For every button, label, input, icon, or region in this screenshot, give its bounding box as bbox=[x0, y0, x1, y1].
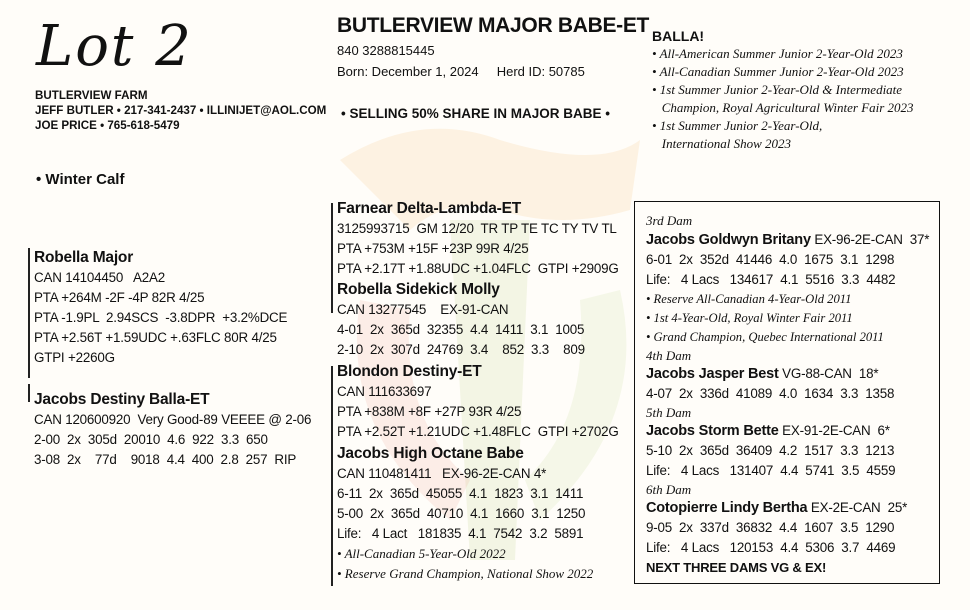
sire-line: PTA +264M -2F -4P 82R 4/25 bbox=[34, 290, 205, 305]
sire-block bbox=[34, 247, 287, 368]
third-dam-line: Life: 4 Lacs 134617 4.1 5516 3.3 4482 bbox=[646, 272, 896, 287]
pedigree-bracket bbox=[28, 248, 30, 378]
fifth-dam-classification: EX-91-2E-CAN 6* bbox=[778, 423, 890, 438]
sire-sire-line: PTA +753M +15F +23P 99R 4/25 bbox=[337, 241, 529, 256]
dam-sire-line: PTA +838M +8F +27P 93R 4/25 bbox=[337, 404, 522, 419]
fifth-dam-line: Life: 4 Lacs 131407 4.4 5741 3.5 4559 bbox=[646, 463, 896, 478]
dam-dam-award: • Reserve Grand Champion, National Show 2022 bbox=[337, 566, 594, 581]
dam-dam-award: • All-Canadian 5-Year-Old 2022 bbox=[337, 546, 506, 561]
sire-sire-line: PTA +2.17T +1.88UDC +1.04FLC GTPI +2909G bbox=[337, 261, 619, 276]
dam-line: 2-00 2x 305d 20010 4.6 922 3.3 650 bbox=[34, 432, 268, 447]
award-item: • 1st Summer Junior 2-Year-Old, bbox=[652, 118, 823, 133]
dam-sire-name: Blondon Destiny-ET bbox=[337, 363, 482, 380]
balla-title: BALLA! bbox=[652, 28, 705, 44]
sire-dam-line: CAN 13277545 EX-91-CAN bbox=[337, 302, 509, 317]
consigner-contact bbox=[35, 88, 326, 133]
contact-line-2: JOE PRICE • 765-618-5479 bbox=[35, 119, 180, 132]
animal-name: BUTLERVIEW MAJOR BABE-ET bbox=[337, 14, 650, 37]
pedigree-bracket bbox=[331, 366, 333, 586]
sixth-dam-name: Cotopierre Lindy Bertha bbox=[646, 500, 808, 516]
pedigree-bracket bbox=[28, 384, 30, 402]
award-item: Champion, Royal Agricultural Winter Fair 2023 bbox=[652, 100, 914, 115]
dam-block bbox=[34, 389, 311, 470]
sire-dam-name: Robella Sidekick Molly bbox=[337, 281, 500, 298]
sire-dam-line: 2-10 2x 307d 24769 3.4 852 3.3 809 bbox=[337, 342, 585, 357]
sire-line: CAN 14104450 A2A2 bbox=[34, 270, 165, 285]
birth-herd-id: Born: December 1, 2024 Herd ID: 50785 bbox=[337, 64, 585, 79]
animal-info bbox=[337, 40, 585, 82]
sire-line: GTPI +2260G bbox=[34, 350, 115, 365]
fifth-dam-line: 5-10 2x 365d 36409 4.2 1517 3.3 1213 bbox=[646, 443, 895, 458]
dam-dam-line: Life: 4 Lact 181835 4.1 7542 3.2 5891 bbox=[337, 526, 584, 541]
dam-dam-line: 6-11 2x 365d 45055 4.1 1823 3.1 1411 bbox=[337, 486, 584, 501]
sire-sire-line: 3125993715 GM 12/20 TR TP TE TC TY TV TL bbox=[337, 221, 617, 236]
dam-sire-block bbox=[337, 361, 619, 442]
fourth-dam-line: 4-07 2x 336d 41089 4.0 1634 3.3 1358 bbox=[646, 386, 895, 401]
maternal-line-content bbox=[646, 211, 929, 578]
fifth-dam-label: 5th Dam bbox=[646, 405, 692, 420]
sire-dam-line: 4-01 2x 365d 32355 4.4 1411 3.1 1005 bbox=[337, 322, 585, 337]
maternal-line-footer: NEXT THREE DAMS VG & EX! bbox=[646, 560, 827, 575]
dam-sire-line: CAN 111633697 bbox=[337, 384, 432, 399]
dam-dam-line: 5-00 2x 365d 40710 4.1 1660 3.1 1250 bbox=[337, 506, 586, 521]
award-item: • 1st Summer Junior 2-Year-Old & Intermediate bbox=[652, 82, 903, 97]
fourth-dam-name: Jacobs Jasper Best bbox=[646, 366, 779, 382]
dam-line: 3-08 2x 77d 9018 4.4 400 2.8 257 RIP bbox=[34, 452, 297, 467]
lot-title: Lot 2 bbox=[36, 14, 193, 79]
award-item: • All-Canadian Summer Junior 2-Year-Old 2023 bbox=[652, 64, 904, 79]
third-dam-heading bbox=[646, 230, 929, 250]
award-item: International Show 2023 bbox=[652, 136, 792, 151]
contact-line-1: JEFF BUTLER • 217-341-2437 • ILLINIJET@AOL.COM bbox=[35, 104, 327, 117]
sire-line: PTA -1.9PL 2.94SCS -3.8DPR +3.2%DCE bbox=[34, 310, 288, 325]
sire-line: PTA +2.56T +1.59UDC +.63FLC 80R 4/25 bbox=[34, 330, 277, 345]
dam-sire-line: PTA +2.52T +1.21UDC +1.48FLC GTPI +2702G bbox=[337, 424, 619, 439]
dam-dam-block bbox=[337, 443, 593, 584]
sire-sire-block bbox=[337, 198, 619, 279]
third-dam-label: 3rd Dam bbox=[646, 213, 693, 228]
fourth-dam-heading bbox=[646, 364, 929, 384]
sire-dam-block bbox=[337, 279, 585, 360]
dam-line: CAN 120600920 Very Good-89 VEEEE @ 2-06 bbox=[34, 412, 312, 427]
fifth-dam-heading bbox=[646, 421, 929, 441]
fifth-dam-name: Jacobs Storm Bette bbox=[646, 423, 779, 439]
third-dam-classification: EX-96-2E-CAN 37* bbox=[810, 232, 930, 247]
registration-number: 840 3288815445 bbox=[337, 43, 435, 58]
dam-dam-line: CAN 110481411 EX-96-2E-CAN 4* bbox=[337, 466, 547, 481]
third-dam-award: • Reserve All-Canadian 4-Year-Old 2011 bbox=[646, 292, 852, 306]
farm-name: BUTLERVIEW FARM bbox=[35, 89, 148, 102]
sire-sire-name: Farnear Delta-Lambda-ET bbox=[337, 200, 522, 217]
pedigree-bracket bbox=[331, 203, 333, 313]
third-dam-line: 6-01 2x 352d 41446 4.0 1675 3.1 1298 bbox=[646, 252, 895, 267]
fourth-dam-label: 4th Dam bbox=[646, 348, 692, 363]
sixth-dam-heading bbox=[646, 498, 929, 518]
dam-dam-name: Jacobs High Octane Babe bbox=[337, 445, 524, 462]
sixth-dam-line: 9-05 2x 337d 36832 4.4 1607 3.5 1290 bbox=[646, 520, 895, 535]
third-dam-name: Jacobs Goldwyn Britany bbox=[646, 232, 811, 248]
award-item: • All-American Summer Junior 2-Year-Old 2023 bbox=[652, 46, 903, 61]
sixth-dam-label: 6th Dam bbox=[646, 482, 692, 497]
sixth-dam-line: Life: 4 Lacs 120153 4.4 5306 3.7 4469 bbox=[646, 540, 896, 555]
third-dam-award: • Grand Champion, Quebec International 2011 bbox=[646, 330, 884, 344]
calf-class: • Winter Calf bbox=[36, 171, 125, 188]
third-dam-award: • 1st 4-Year-Old, Royal Winter Fair 2011 bbox=[646, 311, 853, 325]
balla-awards bbox=[652, 27, 914, 153]
dam-name: Jacobs Destiny Balla-ET bbox=[34, 391, 210, 408]
sixth-dam-classification: EX-2E-CAN 25* bbox=[807, 500, 908, 515]
fourth-dam-classification: VG-88-CAN 18* bbox=[778, 366, 879, 381]
sire-name: Robella Major bbox=[34, 249, 134, 266]
selling-note: • SELLING 50% SHARE IN MAJOR BABE • bbox=[341, 106, 610, 121]
